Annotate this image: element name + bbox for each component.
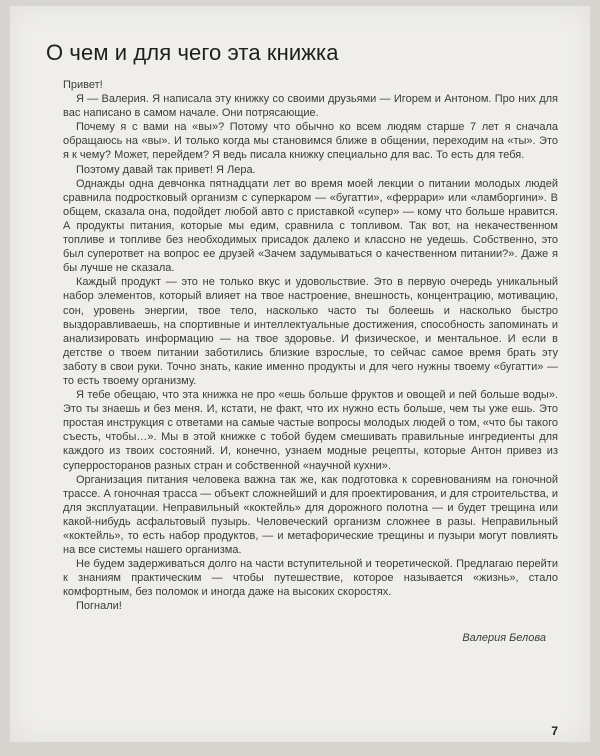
paragraph: Я — Валерия. Я написала эту книжку со своими друзьями — Игорем и Антоном. Про них для вас написано в самом начале. Они потрясающие. — [63, 93, 558, 120]
paragraph: Однажды одна девчонка пятнадцати лет во время моей лекции о питании молодых людей сравнила подростковый организм с суперкаром — «бугатти», «феррари» или «ламборгини». В общем, сказала она, подойдет любой авто с приставкой «супер» — кому что больше нравится. А продукты питания, которые мы едим, сравнила с топливом. Так вот, на некачественном топливе и топливе без необходимых присадок далеко и классно не уедешь. Собственно, это был суперответ на вопрос ее друзей «Зачем задумываться о качественном питании?». Даже я бы лучше не сказала. — [63, 177, 558, 275]
paragraph-greeting: Привет! — [63, 79, 103, 91]
paragraph: Почему я с вами на «вы»? Потому что обычно ко всем людям старше 7 лет я сначала обращаюсь на «вы». И только когда мы становимся ближе в общении, переходим на «ты». Это я к чему? Может, перейдем? Я ведь писала книжку специально для вас. То есть для тебя. — [63, 121, 558, 162]
paragraph: Я тебе обещаю, что эта книжка не про «ешь больше фруктов и овощей и пей больше воды». Это ты знаешь и без меня. И, кстати, не факт, что их нужно есть больше, чем ты уже ешь. Это простая инструкция с ответами на самые частые вопросы молодых людей о том, «что бы такого съесть, чтобы…». Мы в этой книжке с тобой будем смешивать правильные ингредиенты для каждого из твоих состояний. И, конечно, узнаем модные рецепты, которые Антон привез из суперросторанов разных стран и собственной «научной кухни». — [63, 389, 558, 472]
book-page — [10, 6, 590, 742]
paragraph: Поэтому давай так привет! Я Лера. — [76, 163, 256, 176]
paragraph: Не будем задерживаться долго на части вступительной и теоретической. Предлагаю перейти к знаниям практическим — чтобы путешествие, которое называется «жизнь», стало комфортным, без поломок и иногда даже на высоких скоростях. — [63, 558, 558, 599]
page-number: 7 — [551, 724, 558, 738]
page-title: О чем и для чего эта книжка — [46, 40, 339, 65]
body-text — [63, 78, 558, 614]
paragraph: Каждый продукт — это не только вкус и удовольствие. Это в первую очередь уникальный набор элементов, который влияет на твое настроение, внешность, концентрацию, мотивацию, сон, уровень энергии, твое тело, насколько часто ты болеешь и насколько быстро выздоравливаешь, на спортивные и интеллектуальные достижения, способность запоминать и анализировать информацию — на твое здоровье. И физическое, и ментальное. И если в детстве о твоем питании заботились близкие взрослые, то сейчас самое время брать эту заботу в свои руки. Точно знать, какие именно продукты и для чего нужны твоему «бугатти» — то есть твоему организму. — [63, 276, 558, 387]
author-signature: Валерия Белова — [462, 632, 546, 644]
paragraph: Погнали! — [76, 600, 122, 613]
paragraph: Организация питания человека важна так же, как подготовка к соревнованиям на гоночной трассе. А гоночная трасса — объект сложнейший и для проектирования, и для строительства, и для эксплуатации. Неправильный «коктейль» для дорожного полотна — и будет трещина или какой-нибудь асфальтовый пузырь. Человеческий организм сложнее в разы. Неправильный «коктейль», то есть набор продуктов, — и метафорические трещины и пузыри могут повлиять на все системы нашего организма. — [63, 473, 558, 557]
